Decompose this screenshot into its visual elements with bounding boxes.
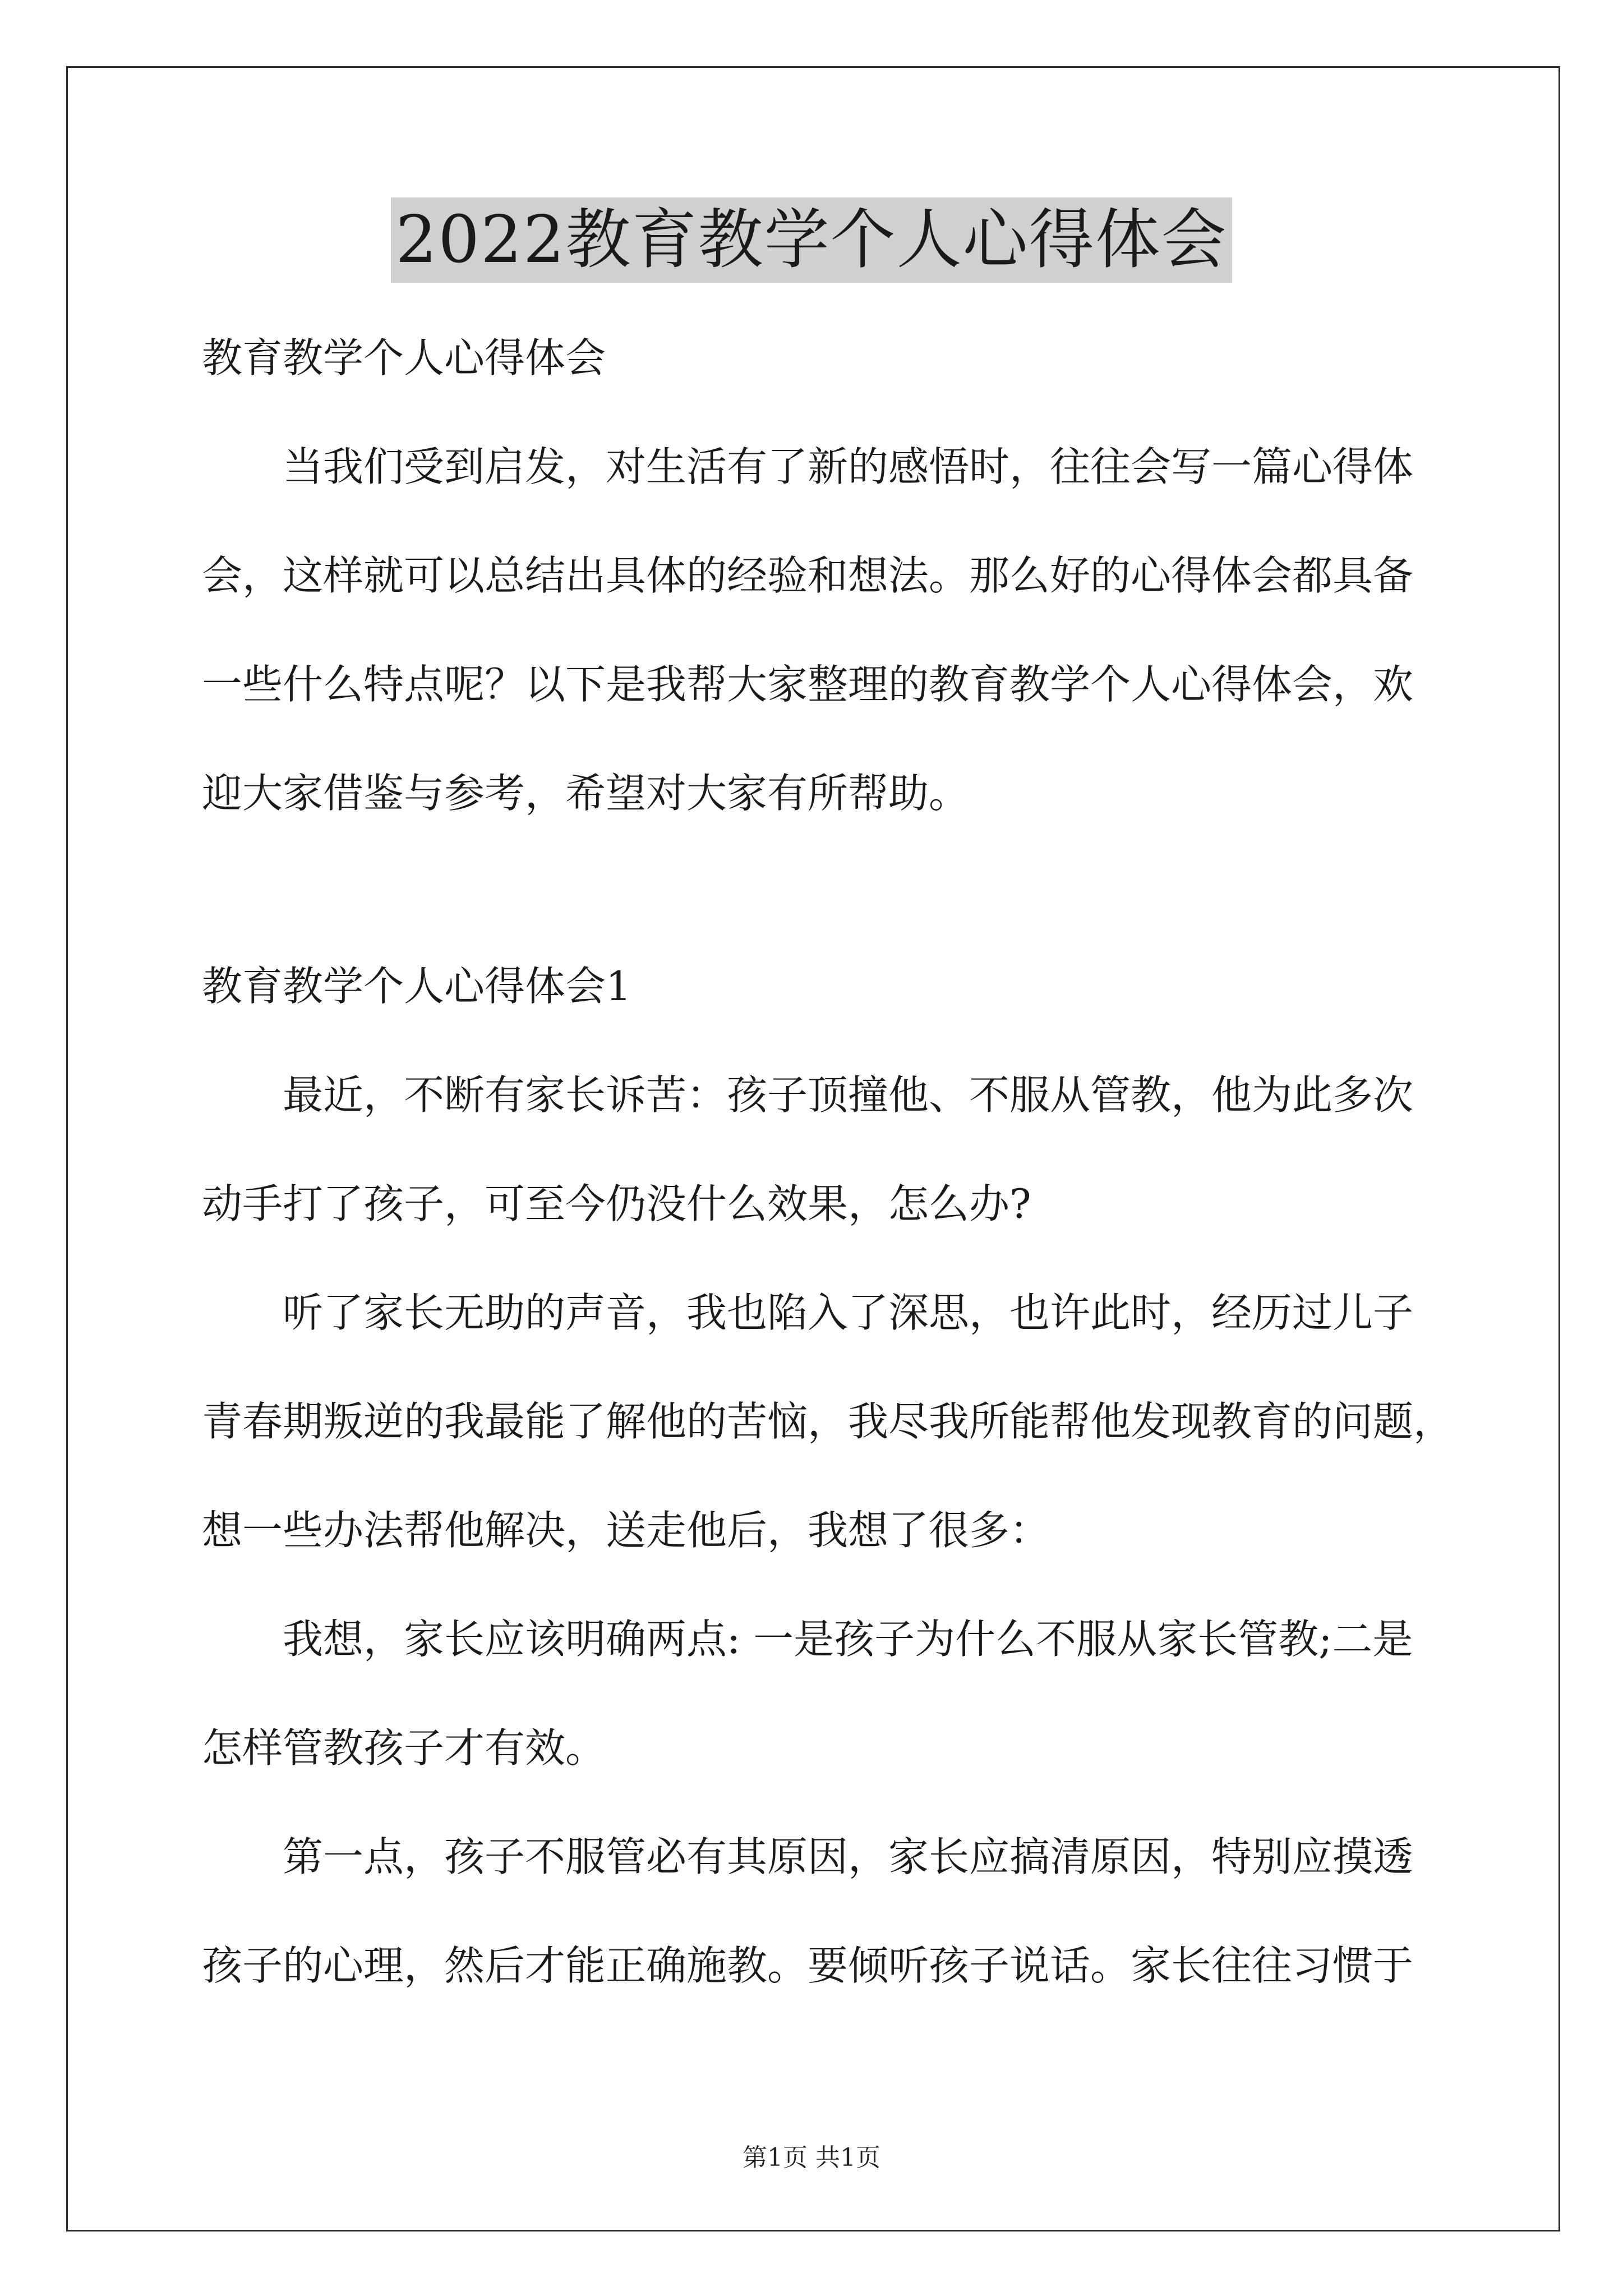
text-line: 一些什么特点呢？以下是我帮大家整理的教育教学个人心得体会，欢	[202, 661, 1414, 708]
paragraph-4	[202, 1828, 1436, 1995]
page-footer: 第1页 共1页	[743, 2143, 880, 2172]
document-subtitle: 教育教学个人心得体会	[202, 334, 606, 381]
spacer	[202, 1124, 1436, 1175]
text-line: 孩子的心理，然后才能正确施教。要倾听孩子说话。家长往往习惯于	[202, 1942, 1414, 1989]
text-line: 想一些办法帮他解决，送走他后，我想了很多：	[202, 1507, 1050, 1554]
spacer	[202, 496, 1436, 546]
intro-paragraph	[202, 438, 1436, 822]
text-line: 我想，家长应该明确两点: 一是孩子为什么不服从家长管教;二是	[283, 1616, 1413, 1663]
spacer	[202, 1668, 1436, 1719]
title-container	[0, 197, 1623, 283]
text-line: 怎样管教孩子才有效。	[202, 1724, 606, 1772]
spacer	[202, 1015, 1436, 1066]
section-heading: 教育教学个人心得体会1	[202, 963, 631, 1010]
spacer	[202, 822, 1436, 957]
spacer	[202, 1233, 1436, 1283]
spacer	[202, 1451, 1436, 1501]
text-line: 听了家长无助的声音，我也陷入了深思，也许此时，经历过儿子	[283, 1289, 1414, 1336]
text-line: 当我们受到启发，对生活有了新的感悟时，往往会写一篇心得体	[283, 443, 1414, 490]
spacer	[202, 1886, 1436, 1936]
spacer	[202, 1777, 1436, 1828]
spacer	[202, 387, 1436, 438]
text-line: 动手打了孩子，可至今仍没什么效果，怎么办?	[202, 1180, 1031, 1227]
text-line: 迎大家借鉴与参考，希望对大家有所帮助。	[202, 770, 970, 817]
document-body	[202, 329, 1454, 1995]
document-title: 2022教育教学个人心得体会	[391, 197, 1232, 283]
text-line: 第一点，孩子不服管必有其原因，家长应搞清原因，特别应摸透	[283, 1833, 1414, 1880]
paragraph-2	[202, 1283, 1454, 1559]
text-line: 最近，不断有家长诉苦：孩子顶撞他、不服从管教，他为此多次	[283, 1071, 1414, 1119]
spacer	[202, 714, 1436, 764]
spacer	[202, 1342, 1436, 1392]
spacer	[202, 605, 1436, 655]
spacer	[202, 1559, 1436, 1610]
paragraph-1	[202, 1066, 1436, 1233]
text-line: 青春期叛逆的我最能了解他的苦恼，我尽我所能帮他发现教育的问题，	[202, 1398, 1454, 1445]
paragraph-3	[202, 1610, 1436, 1777]
text-line: 会，这样就可以总结出具体的经验和想法。那么好的心得体会都具备	[202, 552, 1414, 599]
